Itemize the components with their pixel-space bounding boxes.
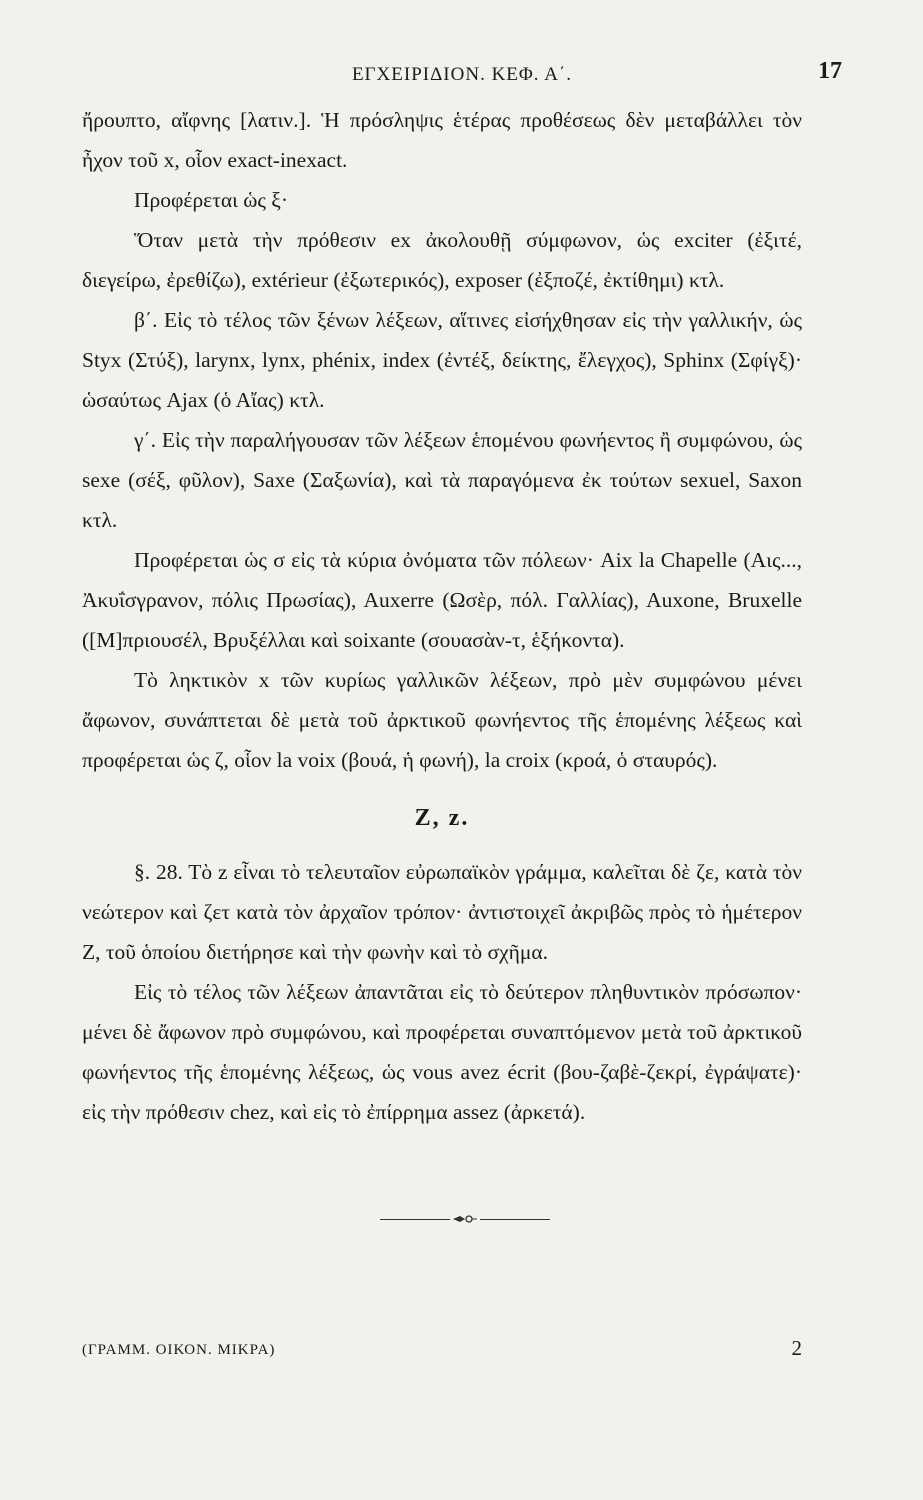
paragraph-final-x: Τὸ ληκτικὸν x τῶν κυρίως γαλλικῶν λέξεων, πρὸ μὲν συμφώνου μένει ἄφωνον, συνάπτεται δὲ μετὰ τοῦ ἀρκτικοῦ φωνήεντος τῆς ἑπομένης λέξεως καὶ προφέρεται ὡς ζ, οἷον la voix (βουά, ἡ φωνή), la croix (κροά, ὁ σταυρός). <box>82 668 802 772</box>
sheet-number: 2 <box>791 1336 802 1360</box>
running-title: ΕΓΧΕΙΡΙΔΙΟΝ. ΚΕΦ. Α΄. <box>351 64 573 85</box>
page-number: 17 <box>818 58 842 84</box>
ornament-icon <box>452 1213 478 1225</box>
paragraph-rule-c: γ΄. Εἰς τὴν παραλήγουσαν τῶν λέξεων ἑπομένου φωνήεντος ἢ συμφώνου, ὡς sexe (σέξ, φῦλον), Saxe (Σαξωνία), καὶ τὰ παραγόμενα ἐκ τούτων sexuel, Saxon κτλ. <box>82 428 802 532</box>
paragraph-pronounced-s: Προφέρεται ὡς σ εἰς τὰ κύρια ὀνόματα τῶν πόλεων· Aix la Chapelle (Αις..., Ἀκυΐσγρανον, πόλις Πρωσίας), Auxerre (Ωσὲρ, πόλ. Γαλλίας), Auxone, Bruxelle ([Μ]πριουσέλ, Βρυξέλλαι καὶ soixante (σουασὰν-τ, ἑξήκοντα). <box>82 548 802 652</box>
paragraph-rule-b: β΄. Εἰς τὸ τέλος τῶν ξένων λέξεων, αἵτινες εἰσήχθησαν εἰς τὴν γαλλικήν, ὡς Styx (Στύξ), larynx, lynx, phénix, index (ἐντέξ, δείκτης, ἔλεγχος), Sphinx (Σφίγξ)· ὡσαύτως Ajax (ὁ Αἴας) κτλ. <box>82 308 802 412</box>
paragraph-final-z: Εἰς τὸ τέλος τῶν λέξεων ἀπαντᾶται εἰς τὸ δεύτερον πληθυντικὸν πρόσωπον· μένει δὲ ἄφωνον πρὸ συμφώνου, καὶ προφέρεται συναπτόμενον μετὰ τοῦ ἀρκτικοῦ φωνήεντος τῆς ἑπομένης λέξεως, ὡς vous avez écrit (βου-ζαβὲ-ζεκρί, ἐγράψατε)· εἰς τὴν πρόθεσιν chez, καὶ εἰς τὸ ἐπίρρημα assez (ἀρκετά). <box>82 980 802 1124</box>
signature-mark: (ΓΡΑΜΜ. ΟΙΚΟΝ. ΜΙΚΡΑ) <box>82 1342 276 1358</box>
section-heading: Z, z. <box>414 805 470 831</box>
ornamental-divider <box>380 1213 550 1225</box>
page-body <box>82 100 802 1132</box>
paragraph-continuation: ἤρουπτο, αἴφνης [λατιν.]. Ἡ πρόσληψις ἑτέρας προθέσεως δὲν μεταβάλλει τὸν ἦχον τοῦ x, οἷον exact-inexact. <box>82 108 802 172</box>
paragraph-pronounced-ks: Προφέρεται ὡς ξ· <box>134 188 289 212</box>
page-header <box>82 58 842 98</box>
paragraph-section-28: §. 28. Τὸ z εἶναι τὸ τελευταῖον εὐρωπαϊκὸν γράμμα, καλεῖται δὲ ζε, κατὰ τὸν νεώτερον καὶ ζετ κατὰ τὸν ἀρχαῖον τρόπον· ἀντιστοιχεῖ ἀκριβῶς πρὸς τὸ ἡμέτερον Ζ, τοῦ ὁποίου διετήρησε καὶ τὴν φωνὴν καὶ τὸ σχῆμα. <box>82 860 802 964</box>
page-footer <box>82 1336 802 1366</box>
paragraph-rule-a: Ὅταν μετὰ τὴν πρόθεσιν ex ἀκολουθῇ σύμφωνον, ὡς exciter (ἐξιτέ, διεγείρω, ἐρεθίζω), extérieur (ἐξωτερικός), exposer (ἐξποζέ, ἐκτίθημι) κτλ. <box>82 228 802 292</box>
